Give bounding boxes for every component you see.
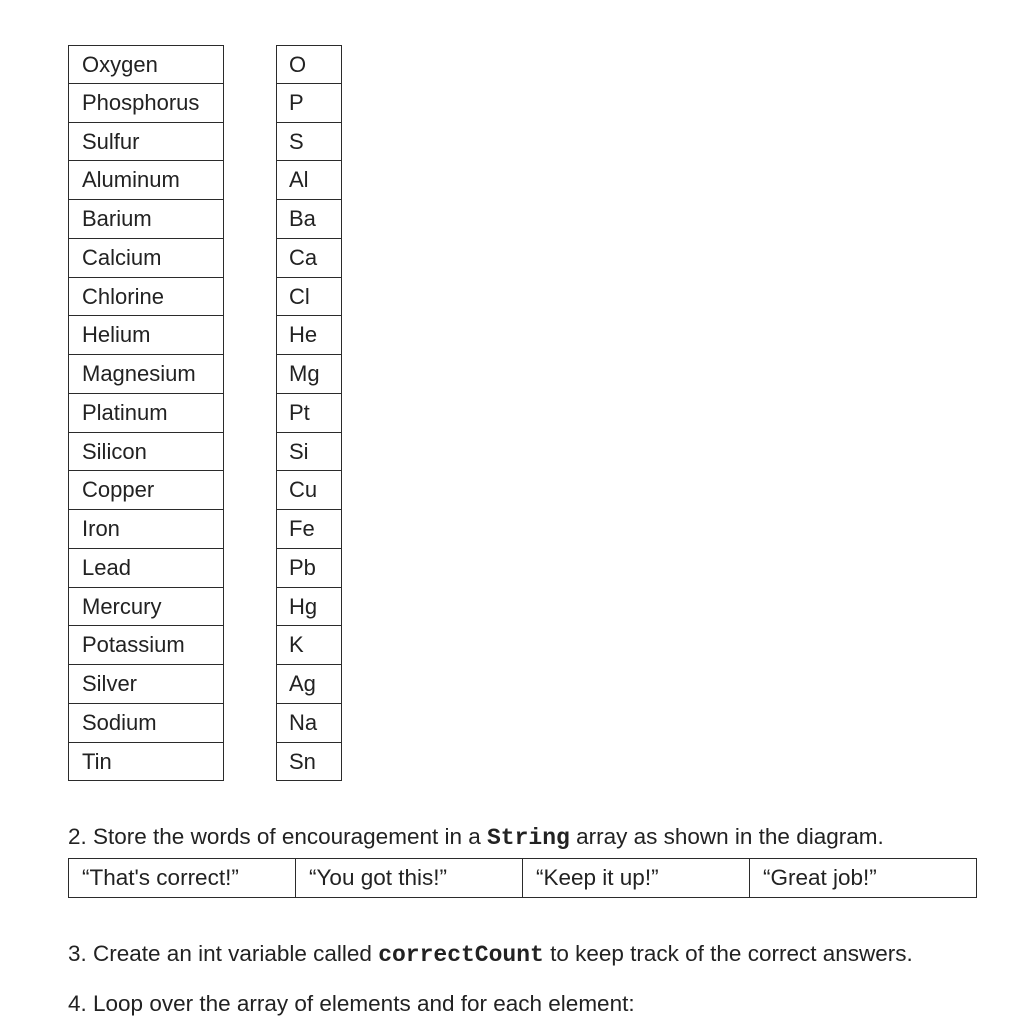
step-4-text: 4. Loop over the array of elements and for each element: [68, 991, 635, 1016]
element-symbol-cell: Hg [276, 588, 342, 627]
element-symbol-cell: S [276, 123, 342, 162]
element-symbol-cell: Sn [276, 743, 342, 782]
element-name-cell: Platinum [68, 394, 224, 433]
element-symbol-cell: Na [276, 704, 342, 743]
step-3-suffix: to keep track of the correct answers. [543, 941, 913, 966]
element-name-cell: Barium [68, 200, 224, 239]
step-4-instruction [68, 990, 635, 1018]
step-3-prefix: 3. Create an int variable called [68, 941, 379, 966]
element-name-cell: Chlorine [68, 278, 224, 317]
element-symbol-cell: Ag [276, 665, 342, 704]
element-symbol-cell: P [276, 84, 342, 123]
element-symbol-cell: Ba [276, 200, 342, 239]
element-symbol-cell: Al [276, 161, 342, 200]
element-name-cell: Aluminum [68, 161, 224, 200]
element-symbol-cell: K [276, 626, 342, 665]
element-names-table [68, 45, 224, 781]
element-symbol-cell: Pb [276, 549, 342, 588]
element-name-cell: Sulfur [68, 123, 224, 162]
correct-count-variable: correctCount [378, 942, 544, 968]
step-2-prefix: 2. Store the words of encouragement in a [68, 824, 487, 849]
element-symbol-cell: O [276, 45, 342, 84]
element-name-cell: Iron [68, 510, 224, 549]
element-name-cell: Copper [68, 471, 224, 510]
element-name-cell: Mercury [68, 588, 224, 627]
step-2-suffix: array as shown in the diagram. [569, 824, 884, 849]
encouragement-array [68, 858, 977, 898]
element-symbol-cell: Pt [276, 394, 342, 433]
element-symbol-cell: Cu [276, 471, 342, 510]
element-name-cell: Magnesium [68, 355, 224, 394]
encouragement-cell: “That's correct!” [82, 865, 239, 890]
step-2-instruction [68, 823, 884, 852]
element-name-cell: Silicon [68, 433, 224, 472]
element-name-cell: Sodium [68, 704, 224, 743]
element-name-cell: Tin [68, 743, 224, 782]
element-name-cell: Calcium [68, 239, 224, 278]
encouragement-cell: “Keep it up!” [522, 859, 749, 897]
element-symbol-cell: He [276, 316, 342, 355]
encouragement-cell: “Great job!” [749, 859, 976, 897]
element-symbols-table [276, 45, 342, 781]
encouragement-cell: “You got this!” [295, 859, 522, 897]
element-name-cell: Oxygen [68, 45, 224, 84]
element-symbol-cell: Cl [276, 278, 342, 317]
element-name-cell: Phosphorus [68, 84, 224, 123]
element-name-cell: Helium [68, 316, 224, 355]
element-name-cell: Lead [68, 549, 224, 588]
element-name-cell: Potassium [68, 626, 224, 665]
element-symbol-cell: Ca [276, 239, 342, 278]
string-keyword: String [487, 825, 570, 851]
element-name-cell: Silver [68, 665, 224, 704]
element-symbol-cell: Fe [276, 510, 342, 549]
element-symbol-cell: Mg [276, 355, 342, 394]
element-symbol-cell: Si [276, 433, 342, 472]
step-3-instruction [68, 940, 913, 969]
